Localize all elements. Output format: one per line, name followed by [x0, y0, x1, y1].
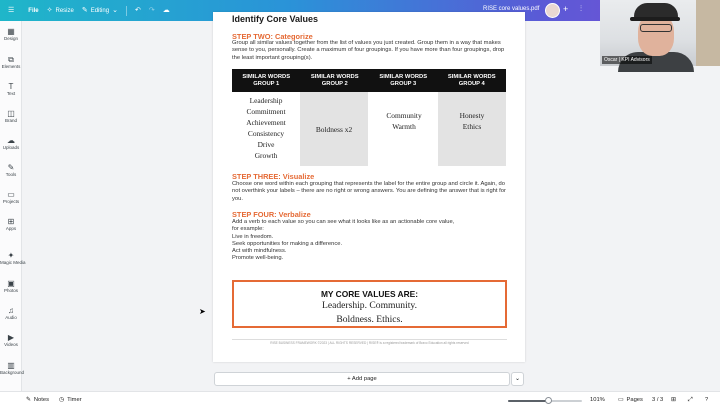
- redo-icon: ↷: [148, 7, 155, 14]
- notes-button[interactable]: [26, 397, 49, 403]
- header-line: SIMILAR WORDS: [310, 73, 359, 80]
- video-background: [696, 0, 720, 66]
- pages-icon: ▭: [618, 397, 624, 403]
- header-line: SIMILAR WORDS: [379, 73, 428, 80]
- sidebar-item-audio[interactable]: [0, 306, 22, 321]
- group2-cell[interactable]: [300, 92, 368, 166]
- header-line: SIMILAR WORDS: [242, 73, 291, 80]
- music-icon: ♫: [8, 306, 14, 315]
- image-icon: ▣: [7, 279, 15, 288]
- apps-icon: ⊞: [7, 217, 15, 226]
- body-line: Promote well-being.: [232, 255, 284, 262]
- notes-label: Notes: [33, 397, 50, 403]
- table-header-cell: [301, 69, 370, 92]
- section-title[interactable]: Identify Core Values: [232, 14, 319, 24]
- header-line: GROUP 2: [321, 80, 348, 87]
- brand-icon: ◫: [7, 109, 15, 118]
- body-line: Live in freedom.: [232, 233, 274, 240]
- add-page-options-button[interactable]: [511, 372, 524, 386]
- sparkle-icon: ✧: [46, 7, 53, 14]
- sidebar-label: Elements: [1, 64, 21, 69]
- grid-view-button[interactable]: [671, 397, 676, 403]
- hamburger-icon: ☰: [8, 7, 15, 14]
- fullscreen-icon: ⤢: [688, 397, 693, 403]
- core-values-line: Leadership. Community.: [321, 300, 418, 311]
- sidebar-item-text[interactable]: [0, 82, 22, 97]
- cloud-check-icon: ☁: [162, 7, 170, 14]
- core-values-line: Boldness. Ethics.: [336, 314, 403, 325]
- group3-cell[interactable]: [370, 92, 438, 166]
- sidebar-item-design[interactable]: [0, 27, 22, 42]
- text-icon: T: [8, 82, 14, 91]
- cloud-save-button[interactable]: [163, 7, 170, 14]
- body-line: for example:: [232, 226, 264, 233]
- sidebar-item-uploads[interactable]: [0, 136, 22, 151]
- help-button[interactable]: [705, 397, 708, 403]
- file-menu[interactable]: [28, 8, 38, 14]
- timer-label: Timer: [67, 397, 82, 403]
- body-line: Act with mindfulness.: [232, 248, 287, 255]
- table-header-row: [232, 69, 506, 92]
- value-word: Community: [386, 111, 422, 120]
- resize-label: Resize: [55, 7, 74, 14]
- header-line: GROUP 3: [390, 80, 417, 87]
- sidebar-item-photos[interactable]: [0, 279, 22, 294]
- sidebar-item-brand[interactable]: [0, 109, 22, 124]
- cloud-upload-icon: ☁: [7, 136, 15, 145]
- zoom-slider-thumb[interactable]: [545, 397, 552, 404]
- folder-icon: ▭: [7, 190, 15, 199]
- sidebar-item-projects[interactable]: [0, 190, 22, 205]
- step-four-heading[interactable]: STEP FOUR: Verbalize: [232, 210, 311, 219]
- body-line: Seek opportunities for making a difference.: [232, 240, 343, 247]
- page-footer: RISE BUSINESS FRAMEWORK ©2023 | ALL RIGHTS RESERVED | RISE® is a registered trademark of Bravo Education all rights reserved: [270, 341, 469, 345]
- sidebar-label: Apps: [5, 226, 17, 231]
- zoom-slider-fill: [508, 400, 549, 402]
- step-two-body[interactable]: Group all similar values together from the list of values you just created. Group them in a way that makes sense to you, personally. Create a maximum of four groupings. If you have more than four groupings, drop the least important grouping(s).: [232, 40, 505, 61]
- sidebar-label: Magic Media: [0, 260, 26, 265]
- add-collaborator-icon[interactable]: +: [563, 4, 569, 14]
- core-values-title: MY CORE VALUES ARE:: [320, 289, 419, 299]
- left-sidebar: [0, 21, 26, 391]
- sidebar-label: Photos: [3, 288, 18, 293]
- sidebar-label: Design: [3, 36, 18, 41]
- participant-name: Oscar | KPI Advisors: [604, 57, 650, 63]
- layout-icon: ▦: [7, 27, 15, 36]
- page-counter-value: 3 / 3: [652, 397, 664, 403]
- menu-button[interactable]: [8, 7, 14, 14]
- bottom-toolbar: [0, 391, 720, 409]
- step-two-heading[interactable]: STEP TWO: Categorize: [232, 32, 313, 41]
- value-word: Growth: [254, 151, 278, 160]
- core-values-box[interactable]: [232, 280, 507, 328]
- timer-icon: ◷: [59, 397, 65, 403]
- resize-button[interactable]: [47, 7, 74, 14]
- value-word: Leadership: [249, 96, 283, 105]
- insights-icon[interactable]: ⫶: [580, 4, 582, 13]
- pages-label: Pages: [626, 397, 643, 403]
- sidebar-label: Audio: [5, 315, 17, 320]
- chevron-down-icon: ⌄: [514, 376, 521, 382]
- collaborator-avatar[interactable]: [545, 3, 560, 18]
- sidebar-item-background[interactable]: [0, 361, 25, 376]
- step-three-body[interactable]: Choose one word within each grouping that represents the label for the entire group and circle it. Again, do not overthink your labels – there are no right or wrong answers. You are defining the answer that is right for you.: [232, 181, 506, 202]
- editing-dropdown[interactable]: [82, 7, 118, 14]
- chevron-down-icon: ⌄: [112, 7, 118, 14]
- step-four-body[interactable]: [232, 219, 508, 263]
- editing-label: Editing: [90, 7, 110, 14]
- sidebar-item-apps[interactable]: [0, 217, 22, 232]
- toolbar-divider: [126, 6, 127, 16]
- file-label: File: [28, 7, 39, 14]
- zoom-slider[interactable]: [508, 400, 582, 402]
- shapes-icon: ⧉: [8, 55, 14, 64]
- notes-icon: ✎: [26, 397, 31, 403]
- video-icon: ▶: [7, 333, 15, 342]
- page-counter: [652, 397, 663, 403]
- zoom-level[interactable]: [590, 397, 605, 403]
- value-word: Ethics: [462, 122, 482, 131]
- sidebar-label: Brand: [4, 118, 17, 123]
- participant-glasses: [640, 24, 672, 32]
- sidebar-item-videos[interactable]: [0, 333, 22, 348]
- table-header-cell: [369, 69, 438, 92]
- value-word: Boldness x2: [315, 124, 353, 134]
- pen-icon: ✎: [7, 163, 15, 172]
- sidebar-label: Videos: [4, 342, 18, 347]
- group1-cell[interactable]: [232, 92, 300, 166]
- document-title[interactable]: RISE core values.pdf: [483, 6, 540, 12]
- value-word: Honesty: [459, 111, 485, 120]
- header-line: GROUP 4: [458, 80, 485, 87]
- timer-button[interactable]: [59, 397, 82, 403]
- sidebar-label: Projects: [2, 199, 20, 204]
- add-page-button[interactable]: + Add page: [214, 372, 510, 386]
- undo-icon: ↶: [134, 7, 141, 14]
- value-word: Warmth: [392, 122, 416, 131]
- sidebar-label: Text: [6, 91, 16, 96]
- sidebar-item-elements[interactable]: [0, 55, 22, 70]
- document-page[interactable]: [213, 12, 525, 362]
- footer-divider: [232, 339, 507, 340]
- value-word: Consistency: [247, 129, 285, 138]
- sidebar-label: Uploads: [2, 145, 20, 150]
- redo-button[interactable]: [149, 7, 155, 14]
- step-three-heading[interactable]: STEP THREE: Visualize: [232, 172, 315, 181]
- participant-cap-brim: [630, 17, 680, 21]
- header-line: GROUP 1: [253, 80, 280, 87]
- table-header-cell: [232, 69, 301, 92]
- sidebar-item-tools[interactable]: [0, 163, 22, 178]
- body-line: Add a verb to each value so you can see what it looks like as an actionable core value,: [232, 219, 455, 225]
- mouse-cursor-icon: ➤: [199, 307, 206, 316]
- sidebar-item-magic-media[interactable]: [0, 251, 26, 266]
- fullscreen-button[interactable]: [688, 397, 693, 404]
- pencil-icon: ✎: [81, 7, 88, 14]
- pattern-icon: ▥: [7, 361, 15, 370]
- value-word: Commitment: [246, 107, 286, 116]
- video-call-overlay[interactable]: [600, 0, 720, 66]
- undo-button[interactable]: [135, 7, 141, 14]
- table-header-cell: [438, 69, 507, 92]
- zoom-value: 101%: [590, 397, 605, 403]
- pages-button[interactable]: [618, 397, 643, 403]
- help-icon: ?: [705, 397, 709, 403]
- table-body-row: [232, 92, 506, 166]
- sidebar-label: Background: [0, 370, 25, 375]
- value-word: Drive: [257, 140, 275, 149]
- magic-media-icon: ✦: [7, 251, 15, 260]
- groups-table[interactable]: [232, 69, 506, 166]
- sidebar-label: Tools: [5, 172, 17, 177]
- value-word: Achievement: [246, 118, 286, 127]
- header-line: SIMILAR WORDS: [447, 73, 496, 80]
- group4-cell[interactable]: [438, 92, 506, 166]
- grid-view-icon: ⊞: [671, 397, 676, 403]
